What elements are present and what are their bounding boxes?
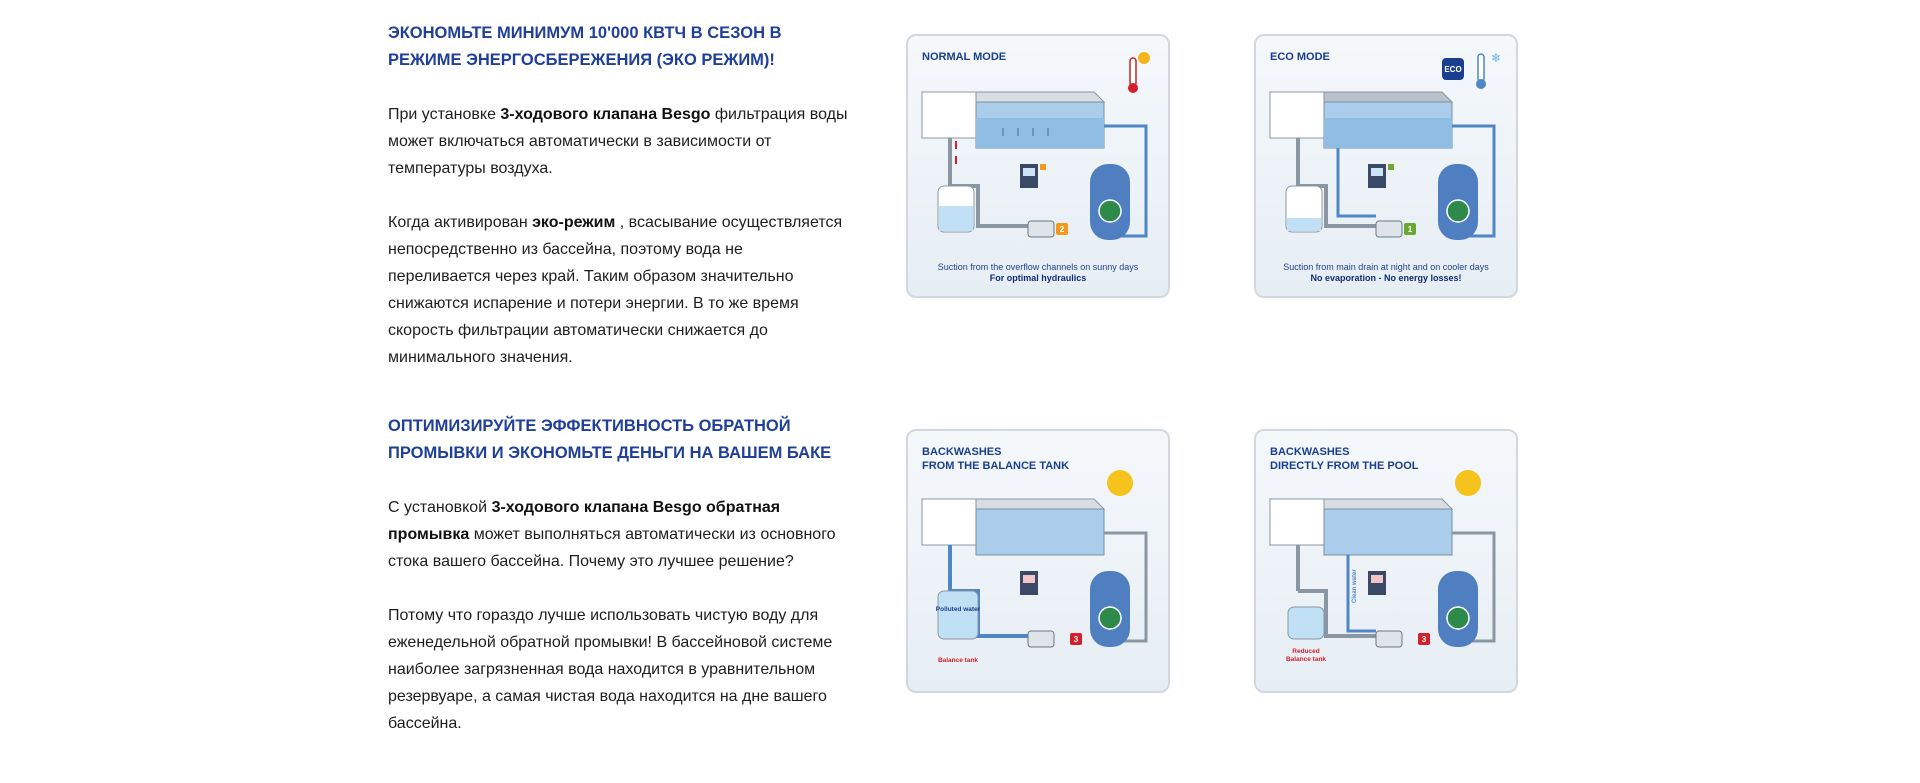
pump-icon [1376,221,1402,237]
backwash-section [388,413,848,737]
valve-badge: 3 [1421,635,1427,644]
caption-text: Suction from the overflow channels on sunny days [937,262,1139,272]
card-title: NORMAL MODE [922,51,1007,63]
backwash-paragraph-2: Потому что гораздо лучше использовать чистую воду для еженедельной обратной промывки! В бассейновой системе наиболее загрязненная вода находится в уравнительном резервуаре, а самая чистая вода находится на дне вашего бассейна. [388,607,833,732]
backwash-heading: ОПТИМИЗИРУЙТЕ ЭФФЕКТИВНОСТЬ ОБРАТНОЙ ПРОМЫВКИ И ЭКОНОМЬТЕ ДЕНЬГИ НА ВАШЕМ БАКЕ [388,417,832,462]
caption-text: Suction from main drain at night and on cooler days [1283,262,1489,272]
tank-caption-2: Balance tank [1285,656,1327,663]
pump-icon [1376,631,1402,647]
text: , всасывание осуществляется непосредственно из бассейна, поэтому вода не переливается через край. Таким образом значительно снижаются испарение и потери энергии. В то же время скорость фильтрации автоматически снижается до минимального значения. [388,214,843,366]
backwash-balance-tank-diagram [906,429,1170,693]
backwash-paragraph-1 [388,494,848,575]
card-title: ECO MODE [1270,51,1330,63]
eco-paragraph-1 [388,101,848,182]
sun-icon [1107,470,1133,496]
tank-label: Polluted water [935,606,981,613]
pipe-label: Clean water [1352,569,1358,603]
card-title: BACKWASHES FROM THE BALANCE TANK [922,446,1070,472]
text: может выполняться автоматически из основного стока вашего бассейна. Почему это лучшее решение? [388,526,836,570]
eco-mode-heading: ЭКОНОМЬТЕ МИНИМУМ 10'000 КВТЧ В СЕЗОН В РЕЖИМЕ ЭНЕРГОСБЕРЕЖЕНИЯ (ЭКО РЕЖИМ)! [388,24,782,69]
thermometer-icon [1130,58,1136,86]
pump-icon [1028,221,1054,237]
text-bold: 3-ходового клапана Besgo обратная промывка [388,499,781,543]
eco-badge-text: ECO [1444,65,1462,74]
pool-system-illustration [908,36,1168,296]
thermometer-icon [1478,54,1484,82]
caption-strong: No evaporation - No energy losses! [1310,273,1462,283]
card-title: BACKWASHES DIRECTLY FROM THE POOL [1270,446,1419,472]
sun-icon [1455,470,1481,496]
text: Когда активирован [388,214,533,231]
tank-caption-1: Reduced [1292,648,1320,655]
sun-icon [1138,52,1150,64]
normal-mode-diagram [906,34,1170,298]
eco-paragraph-2 [388,209,848,371]
eco-mode-section [388,20,848,371]
text-bold: 3-ходового клапана Besgo [500,106,711,123]
valve-badge: 2 [1059,225,1065,234]
card-caption [908,262,1168,284]
valve-badge: 3 [1073,635,1079,644]
backwash-pool-diagram [1254,429,1518,693]
text: При установке [388,106,501,123]
snowflake-icon: ❄ [1490,51,1502,65]
eco-mode-diagram [1254,34,1518,298]
pool-system-illustration [1256,36,1516,296]
valve-badge: 1 [1407,225,1413,234]
text: фильтрация воды может включаться автоматически в зависимости от температуры воздуха. [388,106,848,177]
caption-strong: For optimal hydraulics [989,273,1087,283]
pump-icon [1028,631,1054,647]
card-caption [1256,262,1516,284]
tank-caption: Balance tank [937,657,979,664]
text-bold: эко-режим [532,214,616,231]
text: С установкой [388,499,492,516]
thermometer-bulb [1128,83,1138,93]
